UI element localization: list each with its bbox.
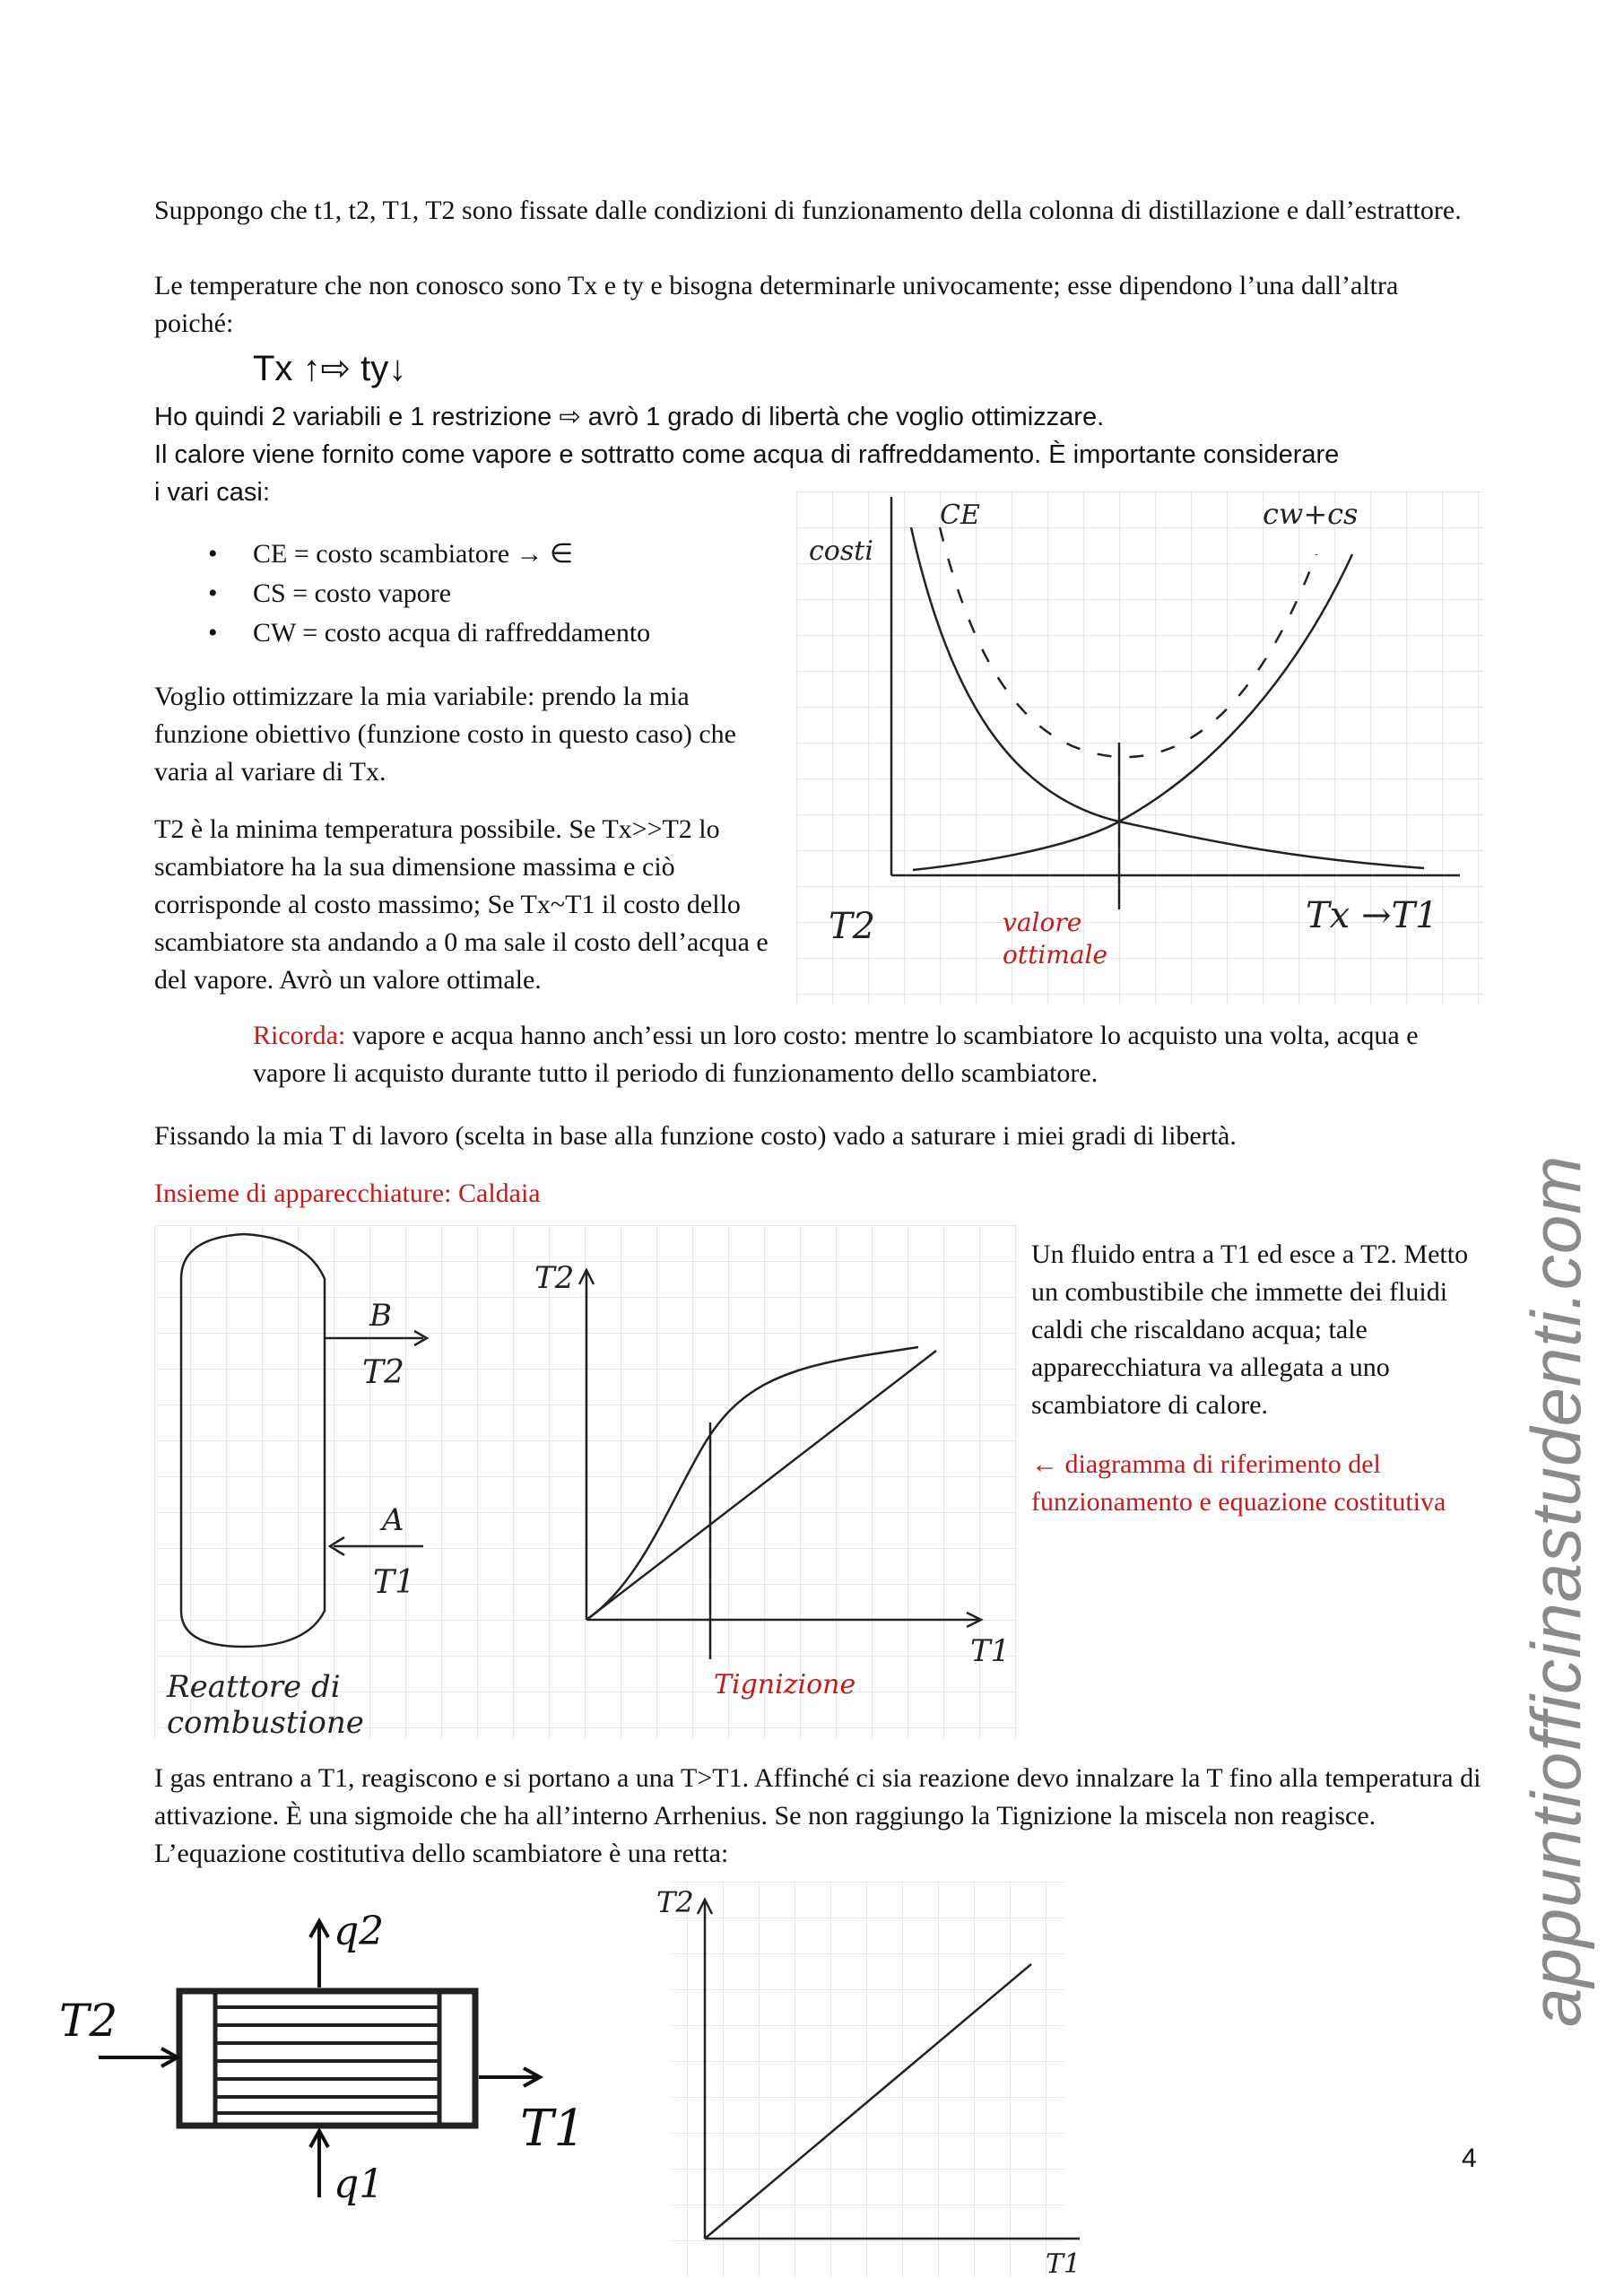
optimum-label-text: valore [1003,908,1082,937]
combustion-reactor-sketch [154,1225,1017,1740]
formula-tx-ty: Tx ↑⇨ ty↓ [253,349,407,388]
cost-bullet-list [208,535,650,653]
curve-label-cw-cs: cw+cs [1263,497,1359,531]
inlet-label-a: A [382,1502,404,1538]
inlet-temp-t1: T1 [373,1564,415,1601]
graph-x-label-t1: T1 [970,1633,1011,1669]
ricorda-text: vapore e acqua hanno anch’essi un loro costo: mentre lo scambiatore lo acquisto una volta, acqua e vapore li acquisto durante tutto il periodo di funzionamento dello scambiatore. [253,1021,1419,1088]
paragraph-5: Voglio ottimizzare la mia variabile: prendo la mia funzione obiettivo (funzione costo in questo caso) che varia al variare di Tx. [154,682,736,787]
heat-exchanger-sketch [54,1901,610,2206]
bullet-cw: • CW = costo acqua di raffreddamento [208,613,650,653]
linear-graph-x-label-t1: T1 [1046,2248,1081,2280]
graph-y-label-t2: T2 [534,1260,575,1296]
bullet-cs: • CS = costo vapore [208,574,650,613]
paragraph-8: Un fluido entra a T1 ed esce a T2. Metto un combustibile che immette dei fluidi caldi che riscaldano acqua; tale apparecchiatura va allegata a uno scambiatore di calore. [1031,1239,1469,1420]
outlet-temp-t2: T2 [362,1354,404,1391]
x-axis-end-tx-t1: Tx →T1 [1306,895,1438,936]
watermark: appuntiofficinastudenti.com [1516,1154,1595,2027]
outlet-label-b: B [369,1298,392,1334]
paragraph-6: T2 è la minima temperatura possibile. Se Tx>>T2 lo scambiatore ha la sua dimensione massima e ciò corrisponde al costo massimo; Se Tx~T1 il costo dello scambiatore sta andando a 0 ma sale il costo dell’acqua e del vapore. Avrò un valore ottimale. [154,814,769,995]
exchanger-flow-q2: q2 [334,1909,385,1954]
x-axis-start-t2: T2 [829,906,876,947]
cost-optimization-sketch [796,491,1483,1004]
curve-label-ce: CE [940,500,980,531]
y-axis-label-costi: costi [809,535,873,567]
optimum-label-text-line2: ottimale [1003,940,1108,970]
paragraph-1: Suppongo che t1, t2, T1, T2 sono fissate dalle condizioni di funzionamento della colonna di distillazione e dall’estrattore. [154,196,1462,225]
exchanger-linear-graph [651,1882,1081,2280]
ricorda-note [253,1017,1490,1092]
ricorda-label: Ricorda: [253,1021,346,1050]
section-title-caldaia: Insieme di apparecchiature: Caldaia [154,1178,541,1208]
ignition-label: Tignizione [714,1669,856,1700]
paragraph-9-diagram-note: ← diagramma di riferimento del funzionamento e equazione costitutiva [1031,1449,1446,1517]
paragraph-3: Ho quindi 2 variabili e 1 restrizione ⇨ avrò 1 grado di libertà che voglio ottimizzare. [154,403,1105,431]
paragraph-7: Fissando la mia T di lavoro (scelta in base alla funzione costo) vado a saturare i miei gradi di libertà. [154,1121,1237,1151]
paragraph-10: I gas entrano a T1, reagiscono e si portano a una T>T1. Affinché ci sia reazione devo innalzare la T fino alla temperatura di attivazione. È una sigmoide che ha all’interno Arrhenius. Se non raggiungo la Tignizione la miscela non reagisce. L’equazione costitutiva dello scambiatore è una retta: [154,1763,1481,1868]
paragraph-4: Il calore viene fornito come vapore e sottratto come acqua di raffreddamento. È importante considerare i vari casi: [154,440,1340,507]
bullet-ce: • CE = costo scambiatore → ∈ [208,535,650,574]
exchanger-outlet-t1: T1 [520,2100,586,2158]
paragraph-2: Le temperature che non conosco sono Tx e ty e bisogna determinarle univocamente; esse dipendono l’una dall’altra poiché: [154,271,1399,338]
reactor-label-text: Reattore di [167,1669,341,1705]
linear-graph-y-label-t2: T2 [656,1885,694,1919]
exchanger-inlet-t2: T2 [59,1995,118,2047]
reactor-label-text-line2: combustione [167,1705,364,1741]
exchanger-flow-q1: q1 [334,2161,385,2207]
page-number: 4 [1462,2144,1477,2173]
reactor-label [166,1669,364,1741]
